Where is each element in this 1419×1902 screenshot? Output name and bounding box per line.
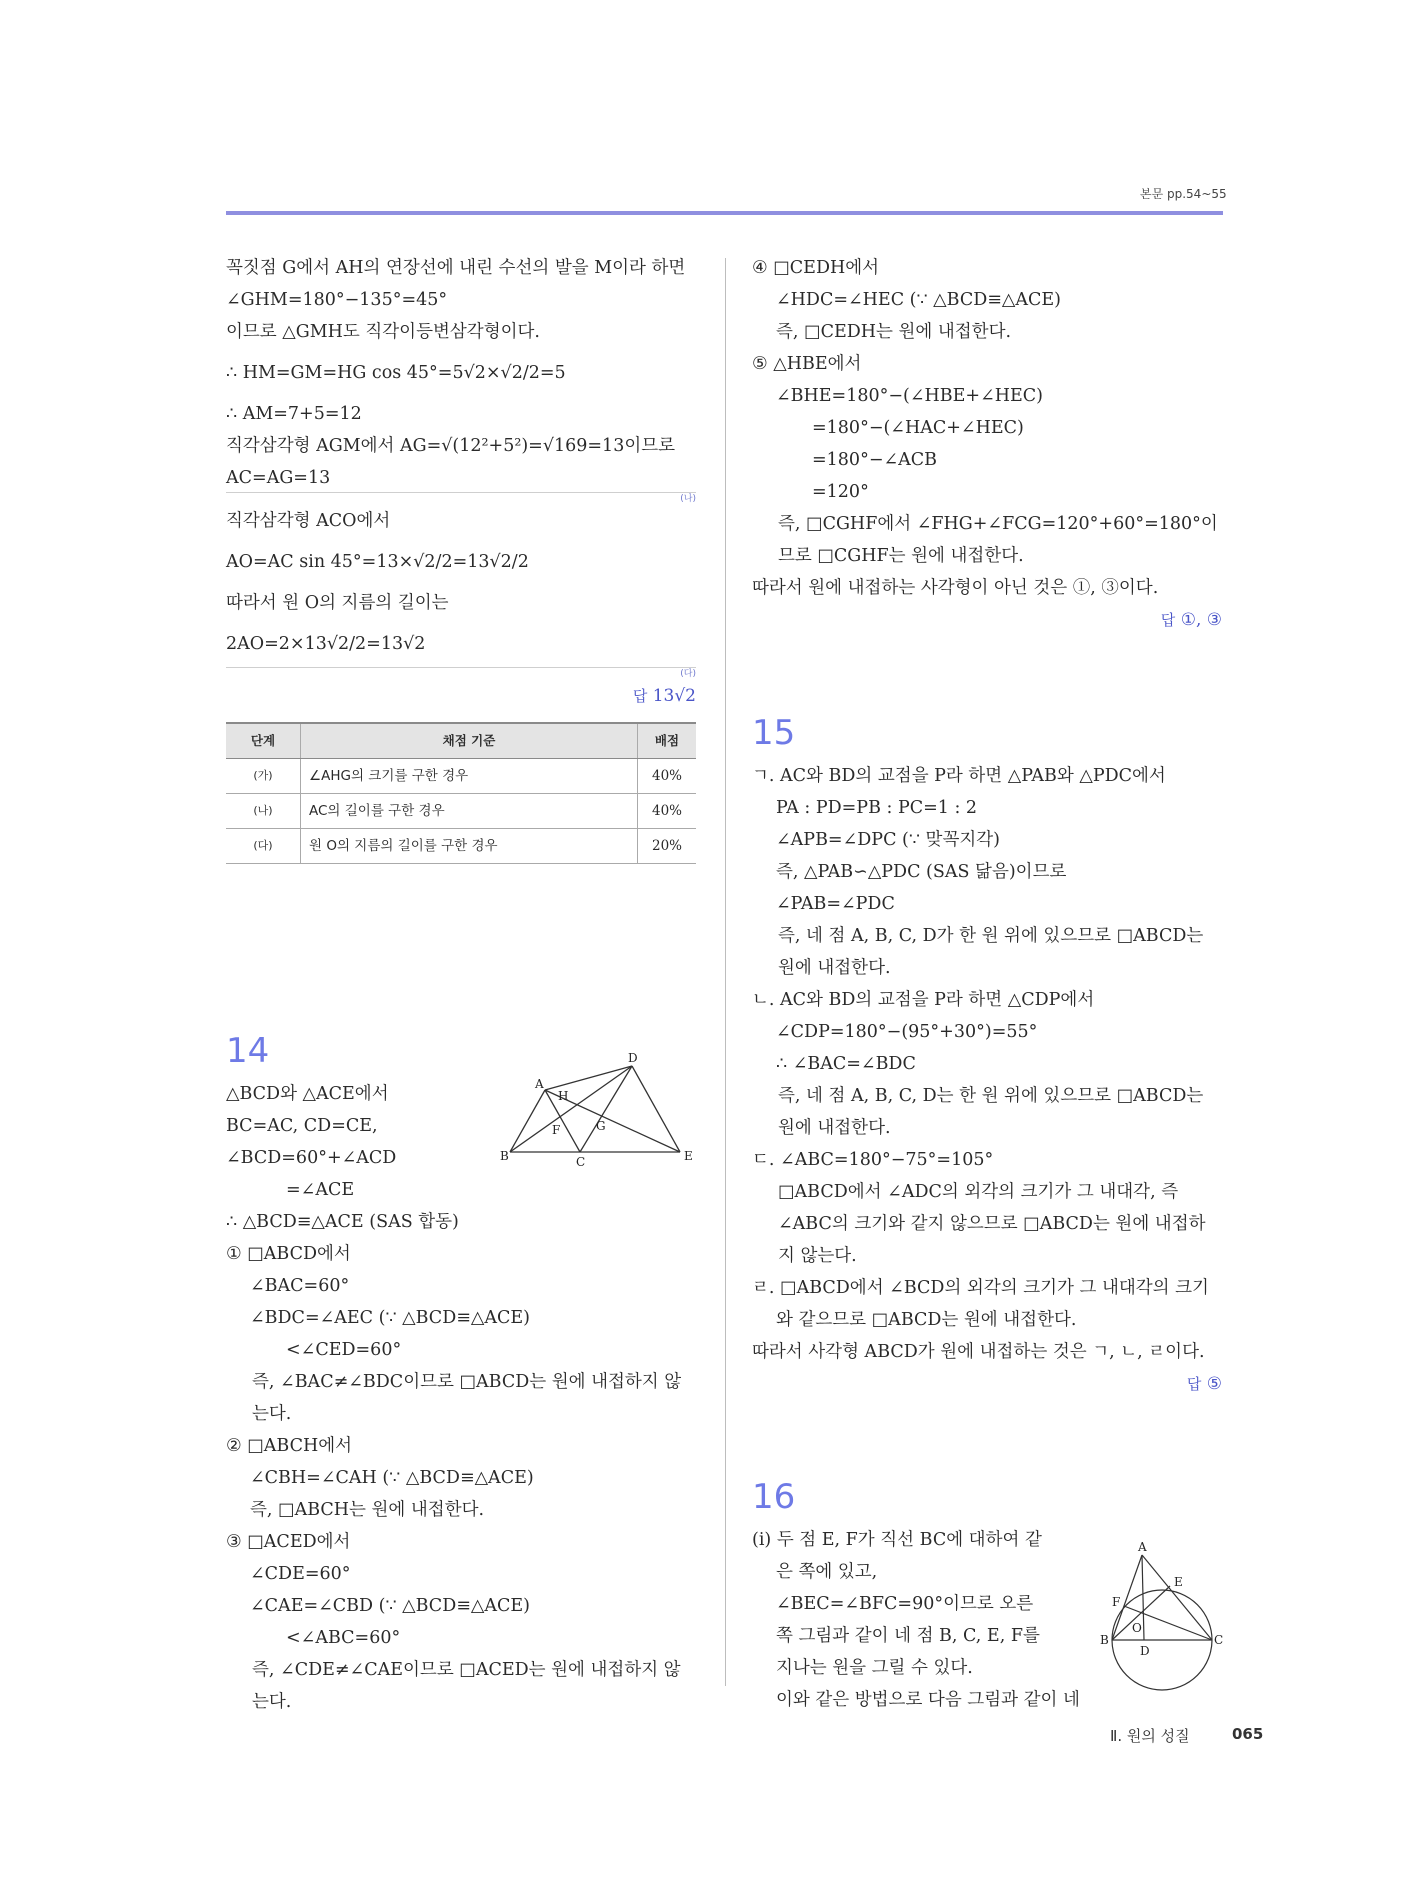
figure-label: C bbox=[576, 1155, 586, 1169]
text-line: ② □ABCH에서 bbox=[226, 1436, 353, 1456]
text-paragraph: ㄹ. □ABCD에서 ∠BCD의 외각의 크기가 그 내대각의 크기와 같으므로 □ABCD는 원에 내접한다. bbox=[752, 1278, 1209, 1330]
figure-label: B bbox=[500, 1149, 509, 1163]
table-row bbox=[226, 759, 696, 794]
text-line: 꼭짓점 G에서 AH의 연장선에 내린 수선의 발을 M이라 하면 bbox=[226, 258, 686, 278]
text-line: ∠CBH=∠CAH (∵ △BCD≡△ACE) bbox=[250, 1468, 534, 1488]
text-line: 이므로 △GMH도 직각이등변삼각형이다. bbox=[226, 322, 540, 342]
left-column bbox=[226, 252, 696, 1718]
text-line: 직각삼각형 AGM에서 AG=√(12²+5²)=√169=13이므로 bbox=[226, 436, 676, 456]
text-line: =∠ACE bbox=[286, 1180, 355, 1200]
figure-label: C bbox=[1214, 1633, 1224, 1647]
text-paragraph: 즉, 네 점 A, B, C, D는 한 원 위에 있으므로 □ABCD는 원에 내접한다. bbox=[778, 1086, 1204, 1138]
answer-label: 답 bbox=[1160, 611, 1176, 629]
text-line: 직각삼각형 ACO에서 bbox=[226, 511, 391, 531]
text-line: ㄷ. ∠ABC=180°−75°=105° bbox=[752, 1150, 994, 1170]
table-header: 배점 bbox=[638, 723, 697, 759]
segment-ac bbox=[1142, 1555, 1212, 1640]
figure-label: B bbox=[1100, 1633, 1109, 1647]
table-cell: 40% bbox=[638, 794, 697, 829]
text-line: AC=AG=13 bbox=[226, 468, 331, 488]
answer-label: 답 bbox=[632, 687, 648, 705]
text-line: PA : PD=PB : PC=1 : 2 bbox=[776, 798, 978, 818]
answer-line bbox=[752, 1368, 1222, 1400]
text-line: BC=AC, CD=CE, bbox=[226, 1116, 378, 1136]
right-column bbox=[752, 252, 1222, 1716]
text-line: ∠CDP=180°−(95°+30°)=55° bbox=[776, 1022, 1038, 1042]
text-line: ∠BHE=180°−(∠HBE+∠HEC) bbox=[776, 386, 1044, 406]
text-line: ④ □CEDH에서 bbox=[752, 258, 880, 278]
text-line: =180°−∠ACB bbox=[812, 450, 938, 470]
question-number: 16 bbox=[752, 1477, 796, 1517]
text-line: <∠ABC=60° bbox=[286, 1628, 401, 1648]
text-line: ① □ABCD에서 bbox=[226, 1244, 351, 1264]
figure-label: E bbox=[1174, 1575, 1183, 1589]
step-marker: (나) bbox=[226, 492, 696, 505]
answer-line bbox=[752, 604, 1222, 636]
figure-label: A bbox=[535, 1077, 544, 1091]
text-line: ∠CAE=∠CBD (∵ △BCD≡△ACE) bbox=[250, 1596, 530, 1616]
text-line: ∠PAB=∠PDC bbox=[776, 894, 895, 914]
text-line: ③ □ACED에서 bbox=[226, 1532, 351, 1552]
text-line: <∠CED=60° bbox=[286, 1340, 402, 1360]
text-line: 이와 같은 방법으로 다음 그림과 같이 네 bbox=[776, 1690, 1080, 1710]
text-line: 따라서 사각형 ABCD가 원에 내접하는 것은 ㄱ, ㄴ, ㄹ이다. bbox=[752, 1342, 1205, 1362]
segment-ad bbox=[1142, 1555, 1144, 1640]
equation-line: ∴ HM=GM=HG cos 45°=5√2×√2/2=5 bbox=[226, 363, 566, 383]
text-line: ∠HDC=∠HEC (∵ △BCD≡△ACE) bbox=[776, 290, 1061, 310]
text-line: ∠BCD=60°+∠ACD bbox=[226, 1148, 397, 1168]
figure-label: E bbox=[684, 1149, 693, 1163]
text-line: ∴ AM=7+5=12 bbox=[226, 404, 362, 424]
equation-line: 2AO=2×13√2/2=13√2 bbox=[226, 634, 426, 654]
table-cell: 40% bbox=[638, 759, 697, 794]
step-marker: (다) bbox=[226, 667, 696, 680]
figure-label: O bbox=[1132, 1621, 1142, 1635]
text-paragraph: 즉, ∠BAC≠∠BDC이므로 □ABCD는 원에 내접하지 않는다. bbox=[252, 1372, 682, 1424]
text-line: ㄱ. AC와 BD의 교점을 P라 하면 △PAB와 △PDC에서 bbox=[752, 766, 1166, 786]
answer-line bbox=[226, 680, 696, 712]
text-line: =120° bbox=[812, 482, 869, 502]
text-line: ∠CDE=60° bbox=[250, 1564, 351, 1584]
answer-value: ⑤ bbox=[1206, 1374, 1222, 1394]
equation-line: AO=AC sin 45°=13×√2/2=13√2/2 bbox=[226, 552, 529, 572]
text-line: ⑤ △HBE에서 bbox=[752, 354, 862, 374]
header-rule bbox=[226, 211, 1223, 215]
figure-label: F bbox=[552, 1123, 561, 1137]
table-row bbox=[226, 794, 696, 829]
table-cell: ∠AHG의 크기를 구한 경우 bbox=[301, 759, 638, 794]
text-line: 따라서 원 O의 지름의 길이는 bbox=[226, 593, 449, 613]
text-line: 즉, □CEDH는 원에 내접한다. bbox=[776, 322, 1012, 342]
figure-label: F bbox=[1112, 1595, 1121, 1609]
text-line: ㄴ. AC와 BD의 교점을 P라 하면 △CDP에서 bbox=[752, 990, 1095, 1010]
figure-label: D bbox=[1140, 1644, 1150, 1658]
text-line: ∠BAC=60° bbox=[250, 1276, 350, 1296]
table-header: 단계 bbox=[226, 723, 301, 759]
text-paragraph: □ABCD에서 ∠ADC의 외각의 크기가 그 내대각, 즉 ∠ABC의 크기와 같지 않으므로 □ABCD는 원에 내접하지 않는다. bbox=[778, 1182, 1206, 1266]
table-header: 채점 기준 bbox=[301, 723, 638, 759]
answer-label: 답 bbox=[1186, 1375, 1202, 1393]
scoring-table bbox=[226, 722, 696, 864]
text-line: 따라서 원에 내접하는 사각형이 아닌 것은 ①, ③이다. bbox=[752, 578, 1159, 598]
segment-bd bbox=[510, 1066, 632, 1152]
table-cell: (가) bbox=[226, 759, 301, 794]
text-line: 즉, △PAB∽△PDC (SAS 닮음)이므로 bbox=[776, 862, 1067, 882]
answer-value: ①, ③ bbox=[1180, 610, 1222, 630]
question-number: 14 bbox=[226, 1031, 270, 1071]
text-line: ∴ △BCD≡△ACE (SAS 합동) bbox=[226, 1212, 459, 1232]
figure-label: D bbox=[628, 1052, 638, 1065]
text-paragraph: 즉, ∠CDE≠∠CAE이므로 □ACED는 원에 내접하지 않는다. bbox=[252, 1660, 681, 1712]
text-line: 즉, □ABCH는 원에 내접한다. bbox=[250, 1500, 485, 1520]
text-line: ∠GHM=180°−135°=45° bbox=[226, 290, 448, 310]
answer-value: 13√2 bbox=[652, 686, 696, 706]
triangle-figure-q14 bbox=[500, 1052, 700, 1172]
segment-ba bbox=[510, 1090, 545, 1152]
table-cell: (나) bbox=[226, 794, 301, 829]
table-cell: 원 O의 지름의 길이를 구한 경우 bbox=[301, 829, 638, 864]
section-title: Ⅱ. 원의 성질 bbox=[1110, 1727, 1190, 1745]
figure-label: H bbox=[558, 1089, 569, 1103]
question-number: 15 bbox=[752, 713, 796, 753]
table-row bbox=[226, 829, 696, 864]
figure-label: A bbox=[1138, 1540, 1147, 1554]
text-line: =180°−(∠HAC+∠HEC) bbox=[812, 418, 1024, 438]
text-paragraph: 즉, □CGHF에서 ∠FHG+∠FCG=120°+60°=180°이므로 □CGHF는 원에 내접한다. bbox=[778, 514, 1218, 566]
column-divider bbox=[725, 258, 726, 1686]
table-cell: 20% bbox=[638, 829, 697, 864]
table-cell: (다) bbox=[226, 829, 301, 864]
circle-figure-q16 bbox=[1100, 1540, 1225, 1700]
text-line: ∠APB=∠DPC (∵ 맞꼭지각) bbox=[776, 830, 1000, 850]
text-line: ∴ ∠BAC=∠BDC bbox=[776, 1054, 916, 1074]
page-reference: 본문 pp.54~55 bbox=[1140, 187, 1227, 201]
table-cell: AC의 길이를 구한 경우 bbox=[301, 794, 638, 829]
segment-de bbox=[632, 1066, 680, 1152]
text-paragraph: (i) 두 점 E, F가 직선 BC에 대하여 같은 쪽에 있고, ∠BEC=∠BFC=90°이므로 오른쪽 그림과 같이 네 점 B, C, E, F를 지나는 원을 그릴 수 있다. bbox=[752, 1530, 1042, 1678]
text-line: △BCD와 △ACE에서 bbox=[226, 1084, 389, 1104]
text-line: ∠BDC=∠AEC (∵ △BCD≡△ACE) bbox=[250, 1308, 530, 1328]
text-paragraph: 즉, 네 점 A, B, C, D가 한 원 위에 있으므로 □ABCD는 원에 내접한다. bbox=[778, 926, 1204, 978]
figure-label: G bbox=[596, 1119, 606, 1133]
page-number: 065 bbox=[1232, 1725, 1264, 1743]
